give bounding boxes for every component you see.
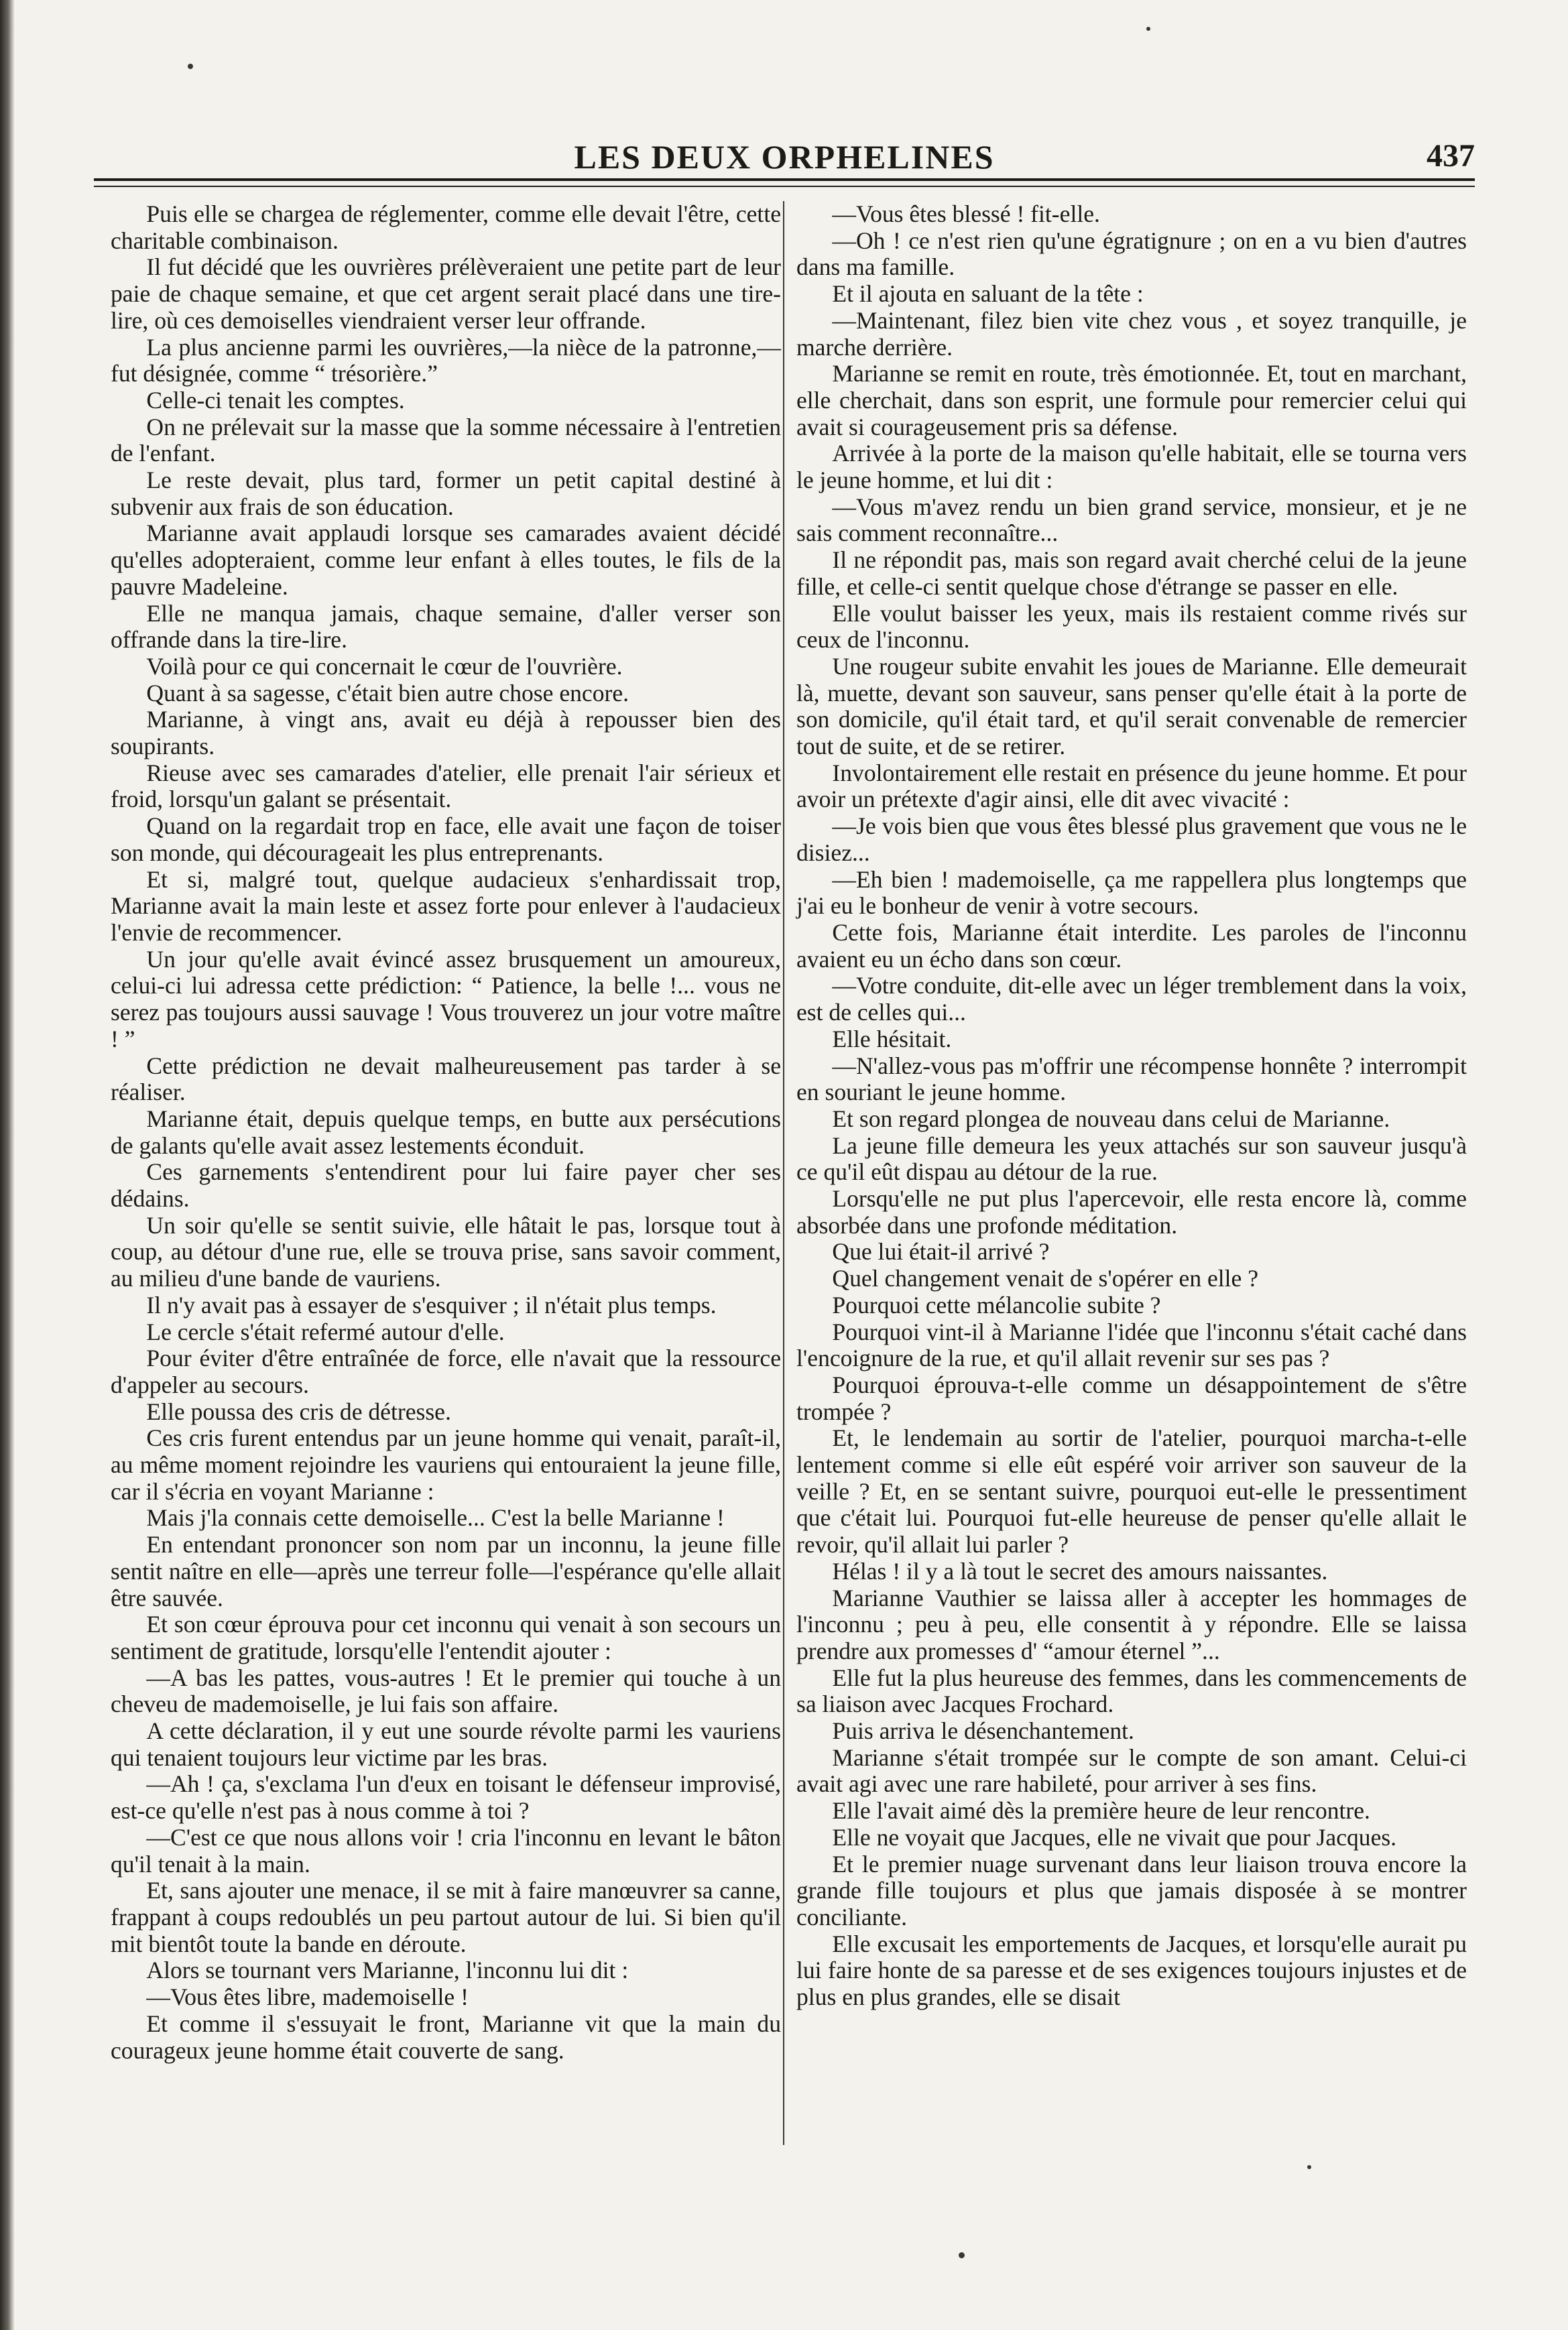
paragraph: —C'est ce que nous allons voir ! cria l'inconnu en levant le bâton qu'il tenait à la main. <box>111 1823 781 1878</box>
paragraph: Elle fut la plus heureuse des femmes, dans les commencements de sa liaison avec Jacques Frochard. <box>796 1664 1467 1718</box>
paragraph: Elle voulut baisser les yeux, mais ils restaient comme rivés sur ceux de l'inconnu. <box>796 599 1467 654</box>
paragraph: Elle poussa des cris de détresse. <box>146 1398 451 1425</box>
header-rule-thin <box>94 186 1475 187</box>
paragraph: Puis elle se chargea de réglementer, comme elle devait l'être, cette charitable combinaison. <box>111 200 781 254</box>
paragraph: Marianne se remit en route, très émotionnée. Et, tout en marchant, elle cherchait, dans son esprit, une formule pour remercier celui qui avait si courageusement pris sa défense. <box>796 360 1467 440</box>
paragraph: En entendant prononcer son nom par un inconnu, la jeune fille sentit naître en elle—après une terreur folle—l'espérance qu'elle allait être sauvée. <box>111 1531 781 1611</box>
paragraph: —Vous êtes libre, mademoiselle ! <box>146 1983 469 2011</box>
paragraph: Pour éviter d'être entraînée de force, elle n'avait que la ressource d'appeler au secours. <box>111 1345 781 1398</box>
paragraph: Et le premier nuage survenant dans leur liaison trouva encore la grande fille toujours et plus que jamais disposée à se montrer conciliante. <box>796 1850 1467 1930</box>
paragraph: Elle excusait les emportements de Jacques, et lorsqu'elle aurait pu lui faire honte de sa paresse et de ses exigences toujours injustes et de plus en plus grandes, elle se disait <box>796 1930 1467 2011</box>
paragraph: —Vous êtes blessé ! fit-elle. <box>832 200 1100 227</box>
paragraph: Et si, malgré tout, quelque audacieux s'enhardissait trop, Marianne avait la main leste et assez forte pour enlever à l'audacieux l'envie de recommencer. <box>111 865 781 946</box>
paragraph: Hélas ! il y a là tout le secret des amours naissantes. <box>832 1557 1328 1585</box>
paragraph: —Vous m'avez rendu un bien grand service, monsieur, et je ne sais comment reconnaître... <box>796 493 1467 547</box>
paragraph: —A bas les pattes, vous-autres ! Et le premier qui touche à un cheveu de mademoiselle, je lui fais son affaire. <box>111 1664 781 1718</box>
paragraph: Involontairement elle restait en présence du jeune homme. Et pour avoir un prétexte d'agir ainsi, elle dit avec vivacité : <box>796 759 1467 813</box>
paragraph: Lorsqu'elle ne put plus l'apercevoir, elle resta encore là, comme absorbée dans une profonde méditation. <box>796 1185 1467 1239</box>
scan-speck <box>959 2252 965 2258</box>
paragraph: Il ne répondit pas, mais son regard avait cherché celui de la jeune fille, et celle-ci sentit quelque chose d'étrange se passer en elle. <box>796 546 1467 600</box>
paragraph: Puis arriva le désenchantement. <box>832 1717 1134 1745</box>
paragraph: Elle ne voyait que Jacques, elle ne vivait que pour Jacques. <box>832 1823 1397 1851</box>
paragraph: Elle l'avait aimé dès la première heure de leur rencontre. <box>832 1797 1370 1825</box>
paragraph: Marianne, à vingt ans, avait eu déjà à repousser bien des soupirants. <box>111 706 781 760</box>
paragraph: Le cercle s'était refermé autour d'elle. <box>146 1318 505 1345</box>
paragraph: Celle-ci tenait les comptes. <box>146 386 405 414</box>
paragraph: Arrivée à la porte de la maison qu'elle habitait, elle se tourna vers le jeune homme, et lui dit : <box>796 440 1467 494</box>
scan-speck <box>1146 27 1150 31</box>
paragraph: Cette fois, Marianne était interdite. Les paroles de l'inconnu avaient eu un écho dans son cœur. <box>796 918 1467 973</box>
paragraph: Un soir qu'elle se sentit suivie, elle hâtait le pas, lorsque tout à coup, au détour d'une rue, elle se trouva prise, sans savoir comment, au milieu d'une bande de vauriens. <box>111 1211 781 1292</box>
paragraph: Il fut décidé que les ouvrières prélèveraient une petite part de leur paie de chaque semaine, et que cet argent serait placé dans une tire-lire, où ces demoiselles viendraient verser leur offrande. <box>111 253 781 334</box>
paragraph: Quant à sa sagesse, c'était bien autre chose encore. <box>146 679 629 707</box>
paragraph: Il n'y avait pas à essayer de s'esquiver ; il n'était plus temps. <box>146 1291 717 1319</box>
paragraph: Ces garnements s'entendirent pour lui faire payer cher ses dédains. <box>111 1158 781 1213</box>
paragraph: Alors se tournant vers Marianne, l'inconnu lui dit : <box>146 1957 629 1984</box>
scan-speck <box>188 64 193 69</box>
paragraph: Marianne était, depuis quelque temps, en butte aux persécutions de galants qu'elle avait assez lestements éconduit. <box>111 1105 781 1159</box>
paragraph: —Votre conduite, dit-elle avec un léger tremblement dans la voix, est de celles qui... <box>796 972 1467 1026</box>
paragraph: Un jour qu'elle avait évincé assez brusquement un amoureux, celui-ci lui adressa cette prédiction: “ Patience, la belle !... vous ne serez pas toujours aussi sauvage ! Vous trouverez un jour votre maître ! ” <box>111 945 781 1052</box>
scan-speck <box>1307 2165 1311 2169</box>
paragraph: Ces cris furent entendus par un jeune homme qui venait, paraît-il, au même moment rejoindre les vauriens qui entouraient la jeune fille, car il s'écria en voyant Marianne : <box>111 1424 781 1505</box>
paragraph: Et son cœur éprouva pour cet inconnu qui venait à son secours un sentiment de gratitude, lorsqu'elle l'entendit ajouter : <box>111 1611 781 1664</box>
paragraph: Rieuse avec ses camarades d'atelier, elle prenait l'air sérieux et froid, lorsqu'un galant se présentait. <box>111 759 781 813</box>
paragraph: Une rougeur subite envahit les joues de Marianne. Elle demeurait là, muette, devant son sauveur, sans penser qu'elle était à la porte de son domicile, qu'il était tard, et qu'il serait convenable de remercier tout de suite, et de se retirer. <box>796 652 1467 760</box>
paragraph: Et, sans ajouter une menace, il se mit à faire manœuvrer sa canne, frappant à coups redoublés un peu partout autour de lui. Si bien qu'il mit bientôt toute la bande en déroute. <box>111 1877 781 1957</box>
paragraph: —Ah ! ça, s'exclama l'un d'eux en toisant le défenseur improvisé, est-ce qu'elle n'est pas à nous comme à toi ? <box>111 1770 781 1825</box>
paragraph: Elle ne manqua jamais, chaque semaine, d'aller verser son offrande dans la tire-lire. <box>111 599 781 654</box>
scan-binding-edge <box>0 0 15 2330</box>
running-title: LES DEUX ORPHELINES <box>574 138 995 176</box>
paragraph: Marianne avait applaudi lorsque ses camarades avaient décidé qu'elles adopteraient, comme leur enfant à elles toutes, le fils de la pauvre Madeleine. <box>111 519 781 600</box>
paragraph: Pourquoi cette mélancolie subite ? <box>832 1291 1161 1319</box>
paragraph: Pourquoi vint-il à Marianne l'idée que l'inconnu s'était caché dans l'encoignure de la rue, et qu'il allait revenir sur ses pas ? <box>796 1318 1467 1372</box>
paragraph: Et comme il s'essuyait le front, Marianne vit que la main du courageux jeune homme était couverte de sang. <box>111 2010 781 2064</box>
paragraph: La plus ancienne parmi les ouvrières,—la nièce de la patronne,—fut désignée, comme “ trésorière.” <box>111 333 781 387</box>
paragraph: —N'allez-vous pas m'offrir une récompense honnête ? interrompit en souriant le jeune homme. <box>796 1052 1467 1106</box>
paragraph: Pourquoi éprouva-t-elle comme un désappointement de s'être trompée ? <box>796 1371 1467 1425</box>
paragraph: Voilà pour ce qui concernait le cœur de l'ouvrière. <box>146 652 623 680</box>
header-rule-thick <box>94 178 1475 181</box>
paragraph: On ne prélevait sur la masse que la somme nécessaire à l'entretien de l'enfant. <box>111 413 781 467</box>
paragraph: Elle hésitait. <box>832 1025 952 1052</box>
paragraph: La jeune fille demeura les yeux attachés sur son sauveur jusqu'à ce qu'il eût dispau au détour de la rue. <box>796 1131 1467 1186</box>
paragraph: —Maintenant, filez bien vite chez vous , et soyez tranquille, je marche derrière. <box>796 306 1467 361</box>
paragraph: Et il ajouta en saluant de la tête : <box>832 280 1144 308</box>
paragraph: Quand on la regardait trop en face, elle avait une façon de toiser son monde, qui décourageait les plus entreprenants. <box>111 812 781 866</box>
paragraph: —Je vois bien que vous êtes blessé plus gravement que vous ne le disiez... <box>796 812 1467 866</box>
page-number: 437 <box>1427 138 1475 174</box>
paragraph: Cette prédiction ne devait malheureusement pas tarder à se réaliser. <box>111 1052 781 1106</box>
paragraph: Et, le lendemain au sortir de l'atelier, pourquoi marcha-t-elle lentement comme si elle eût espéré voir arriver son sauveur de la veille ? Et, en se sentant suivre, pourquoi eut-elle le pressentiment que c'était lui. Pourquoi fut-elle heureuse de penser qu'elle allait le revoir, qu'il allait lui parler ? <box>796 1424 1467 1558</box>
paragraph: Que lui était-il arrivé ? <box>832 1238 1050 1266</box>
left-text-column <box>111 201 781 2179</box>
paragraph: A cette déclaration, il y eut une sourde révolte parmi les vauriens qui tenaient toujours leur victime par les bras. <box>111 1717 781 1771</box>
paragraph: Quel changement venait de s'opérer en elle ? <box>832 1265 1259 1292</box>
paragraph: Marianne s'était trompée sur le compte de son amant. Celui-ci avait agi avec une rare habileté, pour arriver à ses fins. <box>796 1743 1467 1798</box>
paragraph: Et son regard plongea de nouveau dans celui de Marianne. <box>832 1105 1390 1132</box>
paragraph: Marianne Vauthier se laissa aller à accepter les hommages de l'inconnu ; peu à peu, elle consentit à y répondre. Elle se laissa prendre aux promesses d' “amour éternel ”... <box>796 1584 1467 1664</box>
paragraph: —Oh ! ce n'est rien qu'une égratignure ; on en a vu bien d'autres dans ma famille. <box>796 227 1467 281</box>
paragraph: Mais j'la connais cette demoiselle... C'est la belle Marianne ! <box>146 1504 725 1532</box>
paragraph: Le reste devait, plus tard, former un petit capital destiné à subvenir aux frais de son éducation. <box>111 467 781 520</box>
paragraph: —Eh bien ! mademoiselle, ça me rappellera plus longtemps que j'ai eu le bonheur de venir à votre secours. <box>796 865 1467 920</box>
right-text-column <box>796 201 1467 2179</box>
column-divider <box>783 201 784 2145</box>
running-head <box>94 137 1475 184</box>
